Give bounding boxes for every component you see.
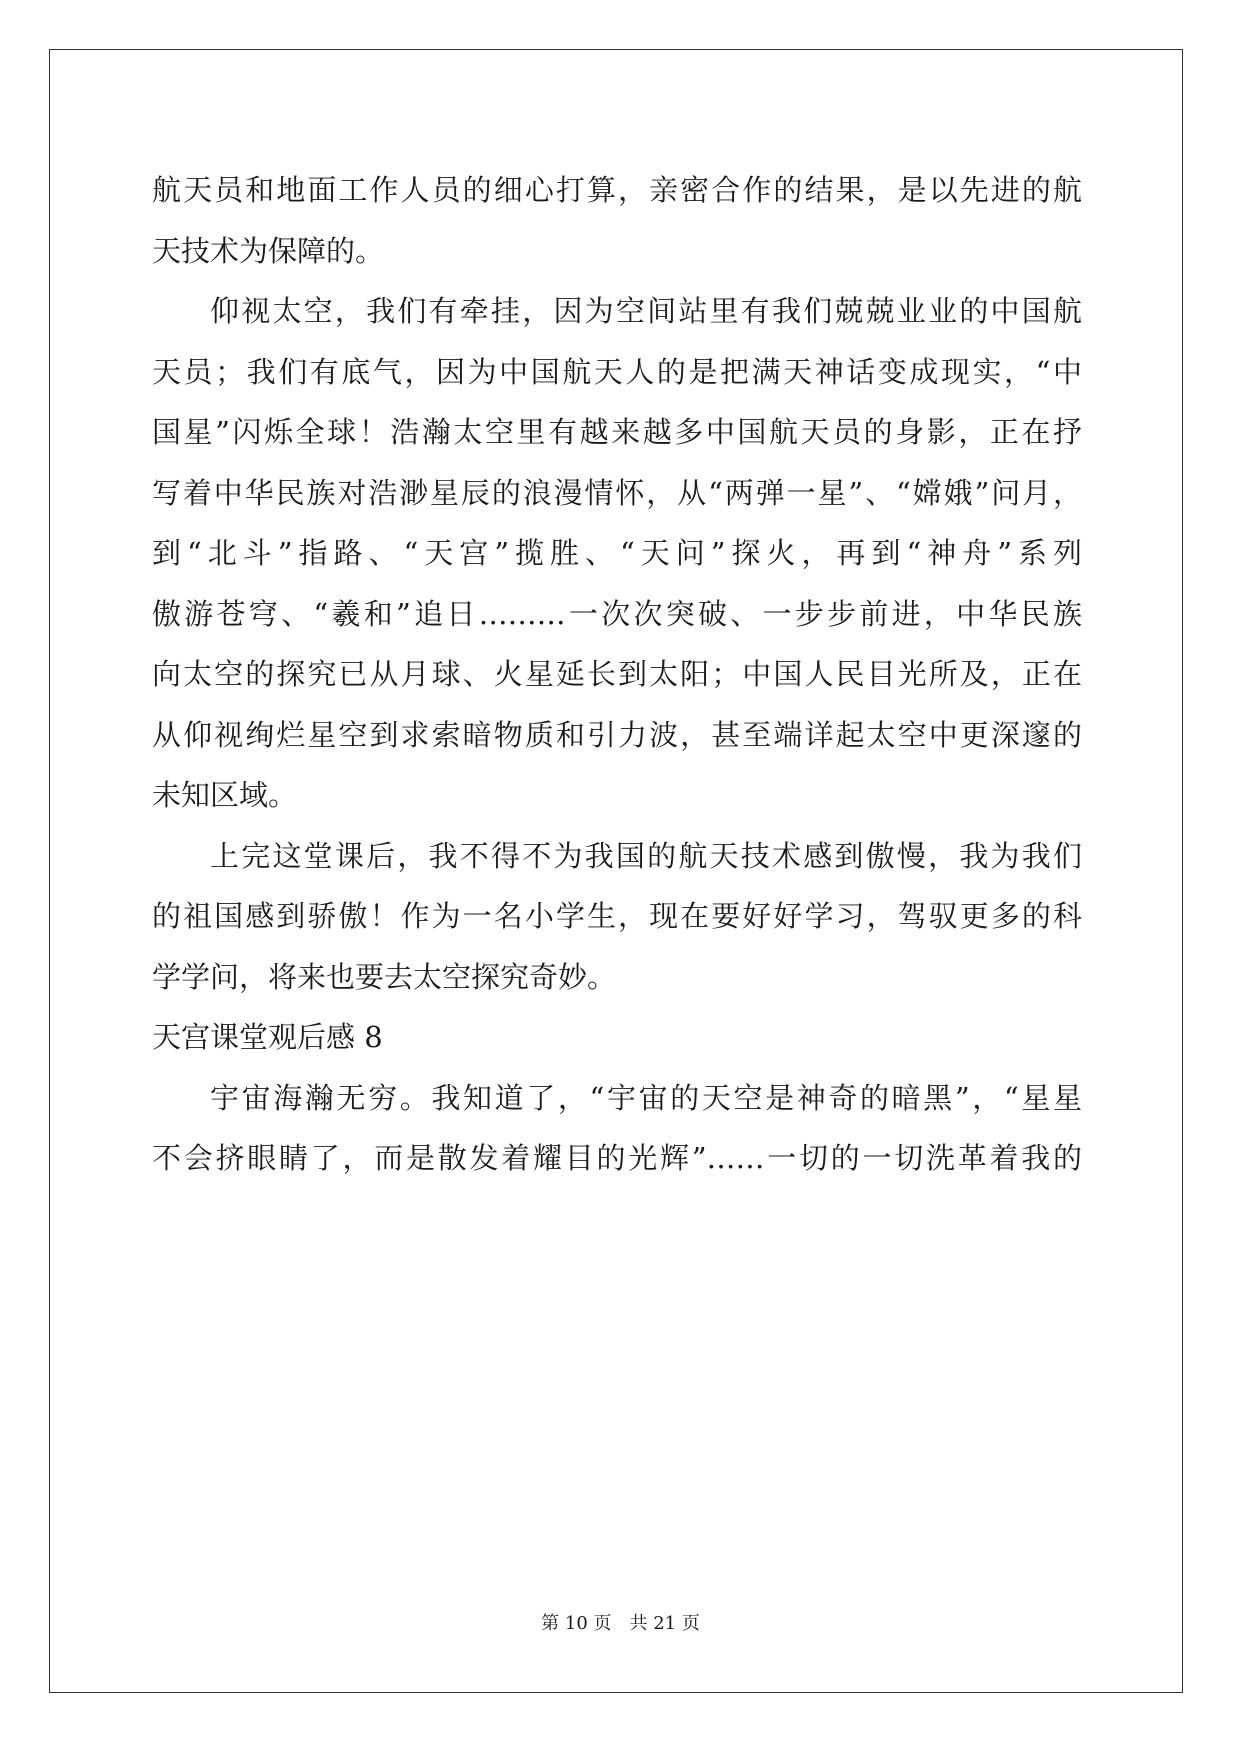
- text-line: 到“北斗”指路、“天宫”揽胜、“天问”探火，再到“神舟”系列: [152, 536, 1082, 570]
- document-body: [152, 160, 1082, 1189]
- text-line: 向太空的探究已从月球、火星延长到太阳；中国人民目光所及，正在: [152, 657, 1082, 691]
- text-line: 的祖国感到骄傲！作为一名小学生，现在要好好学习，驾驭更多的科: [152, 899, 1082, 933]
- text-line: 未知区域。: [152, 778, 298, 812]
- text-line: 傲游苍穹、“羲和”追日………一次次突破、一步步前进，中华民族: [152, 596, 1082, 631]
- text-line: 从仰视绚烂星空到求索暗物质和引力波，甚至端详起太空中更深邃的: [152, 717, 1082, 752]
- paragraph-4: [152, 1068, 1082, 1189]
- text-line: 学学问，将来也要去太空探究奇妙。: [152, 959, 617, 994]
- page-footer: [0, 1612, 1241, 1636]
- text-line: 写着中华民族对浩渺星辰的浪漫情怀，从“两弹一星”、“嫦娥”问月，: [152, 475, 1082, 510]
- text-line: 宇宙海瀚无穷。我知道了，“宇宙的天空是神奇的暗黑”，“星星: [210, 1080, 1082, 1115]
- page-number: 第 10 页: [541, 1613, 612, 1634]
- text-line: 仰视太空，我们有牵挂，因为空间站里有我们兢兢业业的中国航: [210, 294, 1082, 328]
- text-line: 航天员和地面工作人员的细心打算，亲密合作的结果，是以先进的航: [152, 173, 1082, 207]
- paragraph-1: [152, 160, 1082, 281]
- text-line: 上完这堂课后，我不得不为我国的航天技术感到傲慢，我为我们: [210, 838, 1082, 873]
- page-total: 共 21 页: [629, 1613, 700, 1634]
- paragraph-2: [152, 281, 1082, 826]
- text-line: 国星”闪烁全球！浩瀚太空里有越来越多中国航天员的身影，正在抒: [152, 415, 1082, 449]
- text-line: 不会挤眼睛了，而是散发着耀目的光辉”……一切的一切洗革着我的: [152, 1141, 1082, 1175]
- section-heading: 天宫课堂观后感 8: [152, 1020, 383, 1054]
- text-line: 天员；我们有底气，因为中国航天人的是把满天神话变成现实，“中: [152, 354, 1082, 389]
- text-line: 天技术为保障的。: [152, 233, 385, 268]
- paragraph-3: [152, 826, 1082, 1008]
